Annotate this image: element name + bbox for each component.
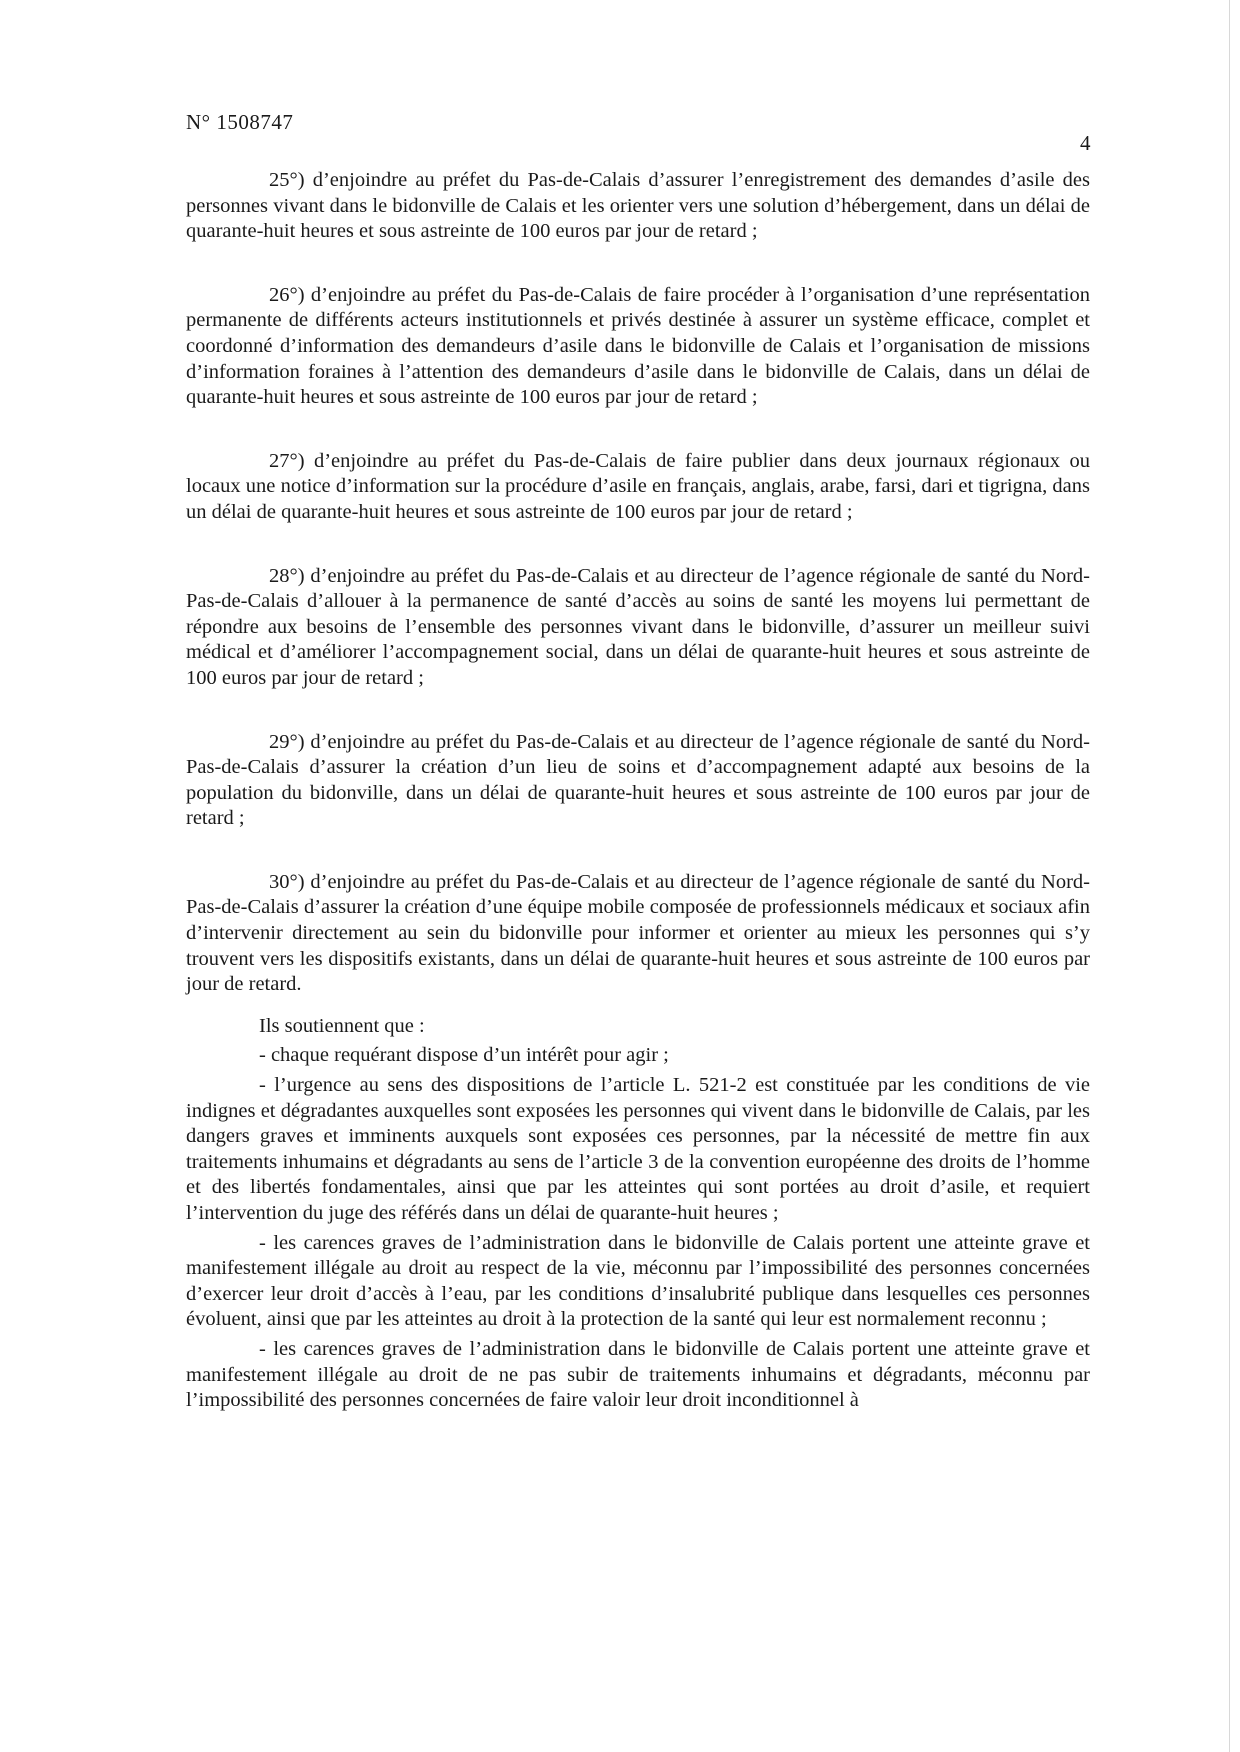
claim-paragraph-26: 26°) d’enjoindre au préfet du Pas-de-Calais de faire procéder à l’organisation d’une représentation permanente de différents acteurs institutionnels et privés destinée à assurer un système efficace, complet et coordonné d’information des demandeurs d’asile dans le bidonville de Calais et l’organisation de missions d’information foraines à l’attention des demandeurs d’asile dans le bidonville de Calais, dans un délai de quarante-huit heures et sous astreinte de 100 euros par jour de retard ; bbox=[186, 283, 1090, 409]
argument-item-interest: - chaque requérant dispose d’un intérêt pour agir ; bbox=[259, 1044, 669, 1067]
claim-paragraph-28: 28°) d’enjoindre au préfet du Pas-de-Calais et au directeur de l’agence régionale de santé du Nord-Pas-de-Calais d’allouer à la permanence de santé d’accès au soins de santé les moyens lui permettant de répondre aux besoins de l’ensemble des personnes vivant dans le bidonville, d’assurer un meilleur suivi médical et d’améliorer l’accompagnement social, dans un délai de quarante-huit heures et sous astreinte de 100 euros par jour de retard ; bbox=[186, 564, 1090, 689]
argument-item-urgency: - l’urgence au sens des dispositions de l’article L. 521-2 est constituée par les conditions de vie indignes et dégradantes auxquelles sont exposées les personnes qui vivent dans le bidonville de Calais, par les dangers graves et imminents auxquels sont exposées ces personnes, par la nécessité de mettre fin aux traitements inhumains et dégradants au sens de l’article 3 de la convention européenne des droits de l’homme et des libertés fondamentales, ainsi que par les atteintes qui sont portées au droit d’asile, et requiert l’intervention du juge des référés dans un délai de quarante-huit heures ; bbox=[186, 1074, 1090, 1224]
claim-paragraph-29: 29°) d’enjoindre au préfet du Pas-de-Calais et au directeur de l’agence régionale de santé du Nord-Pas-de-Calais d’assurer la création d’un lieu de soins et d’accompagnement adapté aux besoins de la population du bidonville, dans un délai de quarante-huit heures et sous astreinte de 100 euros par jour de retard ; bbox=[186, 730, 1090, 830]
page-number: 4 bbox=[1080, 131, 1091, 155]
page-edge-line bbox=[1229, 0, 1230, 1752]
claim-paragraph-25: 25°) d’enjoindre au préfet du Pas-de-Calais d’assurer l’enregistrement des demandes d’asile des personnes vivant dans le bidonville de Calais et les orienter vers une solution d’hébergement, dans un délai de quarante-huit heures et sous astreinte de 100 euros par jour de retard ; bbox=[186, 169, 1090, 243]
claim-paragraph-27: 27°) d’enjoindre au préfet du Pas-de-Calais de faire publier dans deux journaux régionaux ou locaux une notice d’information sur la procédure d’asile en français, anglais, arabe, farsi, dari et tigrigna, dans un délai de quarante-huit heures et sous astreinte de 100 euros par jour de retard ; bbox=[186, 449, 1090, 523]
case-number: N° 1508747 bbox=[186, 110, 294, 134]
claim-paragraph-30: 30°) d’enjoindre au préfet du Pas-de-Calais et au directeur de l’agence régionale de santé du Nord-Pas-de-Calais d’assurer la création d’une équipe mobile composée de professionnels médicaux et sociaux afin d’intervenir directement au sein du bidonville pour informer et orienter au mieux les personnes qui s’y trouvent vers les dispositifs existants, dans un délai de quarante-huit heures et sous astreinte de 100 euros par jour de retard. bbox=[186, 870, 1090, 996]
argument-item-inhuman-treatment: - les carences graves de l’administration dans le bidonville de Calais portent une atteinte grave et manifestement illégale au droit de ne pas subir de traitements inhumains et dégradants, méconnu par l’impossibilité des personnes concernées de faire valoir leur droit inconditionnel à bbox=[186, 1337, 1090, 1412]
arguments-intro: Ils soutiennent que : bbox=[259, 1014, 425, 1037]
document-body bbox=[186, 168, 1090, 1418]
argument-item-right-to-life: - les carences graves de l’administration dans le bidonville de Calais portent une atteinte grave et manifestement illégale au droit au respect de la vie, méconnu par l’impossibilité des personnes concernées d’exercer leur droit d’accès à l’eau, par les conditions d’insalubrité publique dans lesquelles ces personnes évoluent, ainsi que par les atteintes au droit à la protection de la santé qui leur est normalement reconnu ; bbox=[186, 1231, 1090, 1331]
